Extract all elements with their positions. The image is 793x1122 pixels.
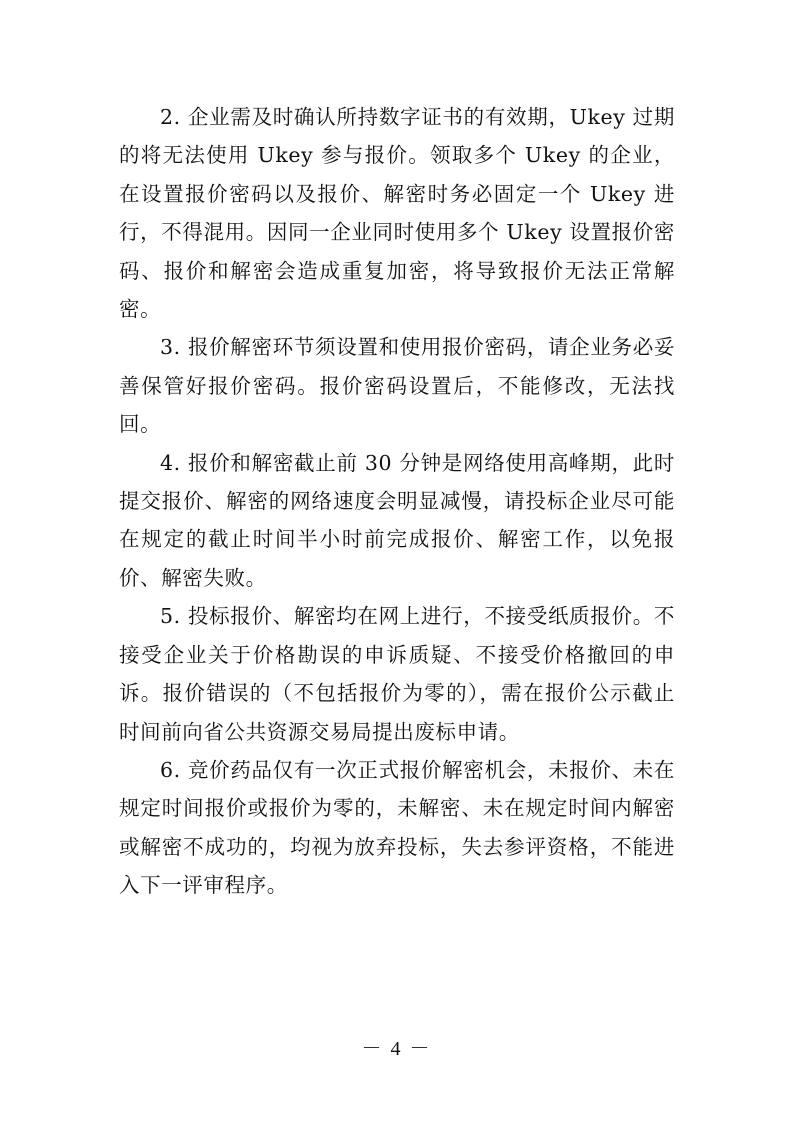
paragraph-item-5: 5. 投标报价、解密均在网上进行，不接受纸质报价。不接受企业关于价格勘误的申诉质疑、不接受价格撤回的申诉。报价错误的（不包括报价为零的），需在报价公示截止时间前向省公共资源交易局提出废标申请。 [119,604,675,744]
document-body [119,98,675,905]
paragraph-item-2: 2. 企业需及时确认所持数字证书的有效期，Ukey 过期的将无法使用 Ukey 参与报价。领取多个 Ukey 的企业，在设置报价密码以及报价、解密时务必固定一个 Ukey 进行，不得混用。因同一企业同时使用多个 Ukey 设置报价密码、报价和解密会造成重复加密，将导致报价无法正常解密。 [119,105,675,322]
paragraph-item-3: 3. 报价解密环节须设置和使用报价密码，请企业务必妥善保管好报价密码。报价密码设置后，不能修改，无法找回。 [119,335,675,437]
page-number: － 4 － [361,1038,432,1060]
paragraph-item-4: 4. 报价和解密截止前 30 分钟是网络使用高峰期，此时提交报价、解密的网络速度会明显减慢，请投标企业尽可能在规定的截止时间半小时前完成报价、解密工作，以免报价、解密失败。 [119,450,675,590]
paragraph-item-6: 6. 竞价药品仅有一次正式报价解密机会，未报价、未在规定时间报价或报价为零的，未解密、未在规定时间内解密或解密不成功的，均视为放弃投标，失去参评资格，不能进入下一评审程序。 [119,757,675,898]
